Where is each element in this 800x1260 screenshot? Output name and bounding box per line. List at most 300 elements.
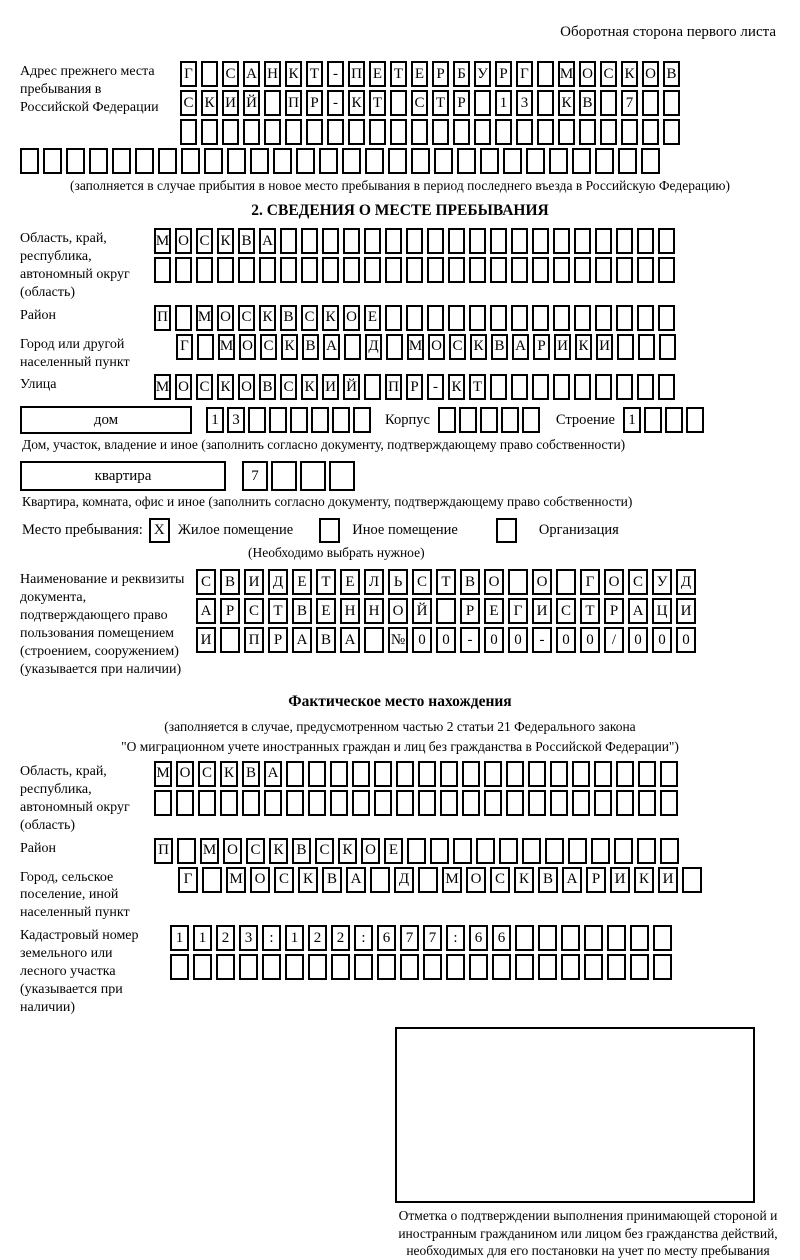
char-cell: М <box>218 334 235 360</box>
char-cell: У <box>474 61 491 87</box>
char-cell <box>427 228 444 254</box>
char-cell <box>177 838 196 864</box>
district-block <box>20 305 780 331</box>
char-cell <box>549 148 568 174</box>
previous-address-note: (заполняется в случае прибытия в новое место пребывания в период последнего въезда в Российскую Федерацию) <box>69 178 731 193</box>
char-cell: Р <box>268 627 288 653</box>
char-cell <box>262 954 281 980</box>
char-cell: 1 <box>170 925 189 951</box>
actual-district-block <box>20 838 780 864</box>
char-cell <box>20 148 39 174</box>
char-cell <box>176 790 194 816</box>
char-cell <box>418 790 436 816</box>
char-cell <box>607 925 626 951</box>
char-cell: Т <box>316 569 336 595</box>
char-cell <box>418 761 436 787</box>
char-cell: С <box>198 761 216 787</box>
char-cell: Й <box>343 374 360 400</box>
char-cell <box>453 119 470 145</box>
char-cell: В <box>579 90 596 116</box>
char-cell <box>259 257 276 283</box>
char-cell: О <box>388 598 408 624</box>
char-cell: С <box>260 334 277 360</box>
char-cell <box>532 228 549 254</box>
char-cell <box>484 761 502 787</box>
document-label: Наименование и реквизиты документа, подтверждающего право пользования помещением (строением, сооружением) (указывается при наличии) <box>20 572 185 677</box>
char-cell: В <box>322 867 342 893</box>
char-cell <box>572 761 590 787</box>
apartment-caption: Квартира, комната, офис и иное (заполнить согласно документу, подтверждающему право собственности) <box>22 494 633 510</box>
char-cell <box>386 334 403 360</box>
char-cell: С <box>628 569 648 595</box>
char-cell <box>644 407 662 433</box>
char-cell: Т <box>268 598 288 624</box>
char-cell: И <box>610 867 630 893</box>
char-cell: Т <box>436 569 456 595</box>
char-cell: С <box>411 90 428 116</box>
char-cell <box>390 119 407 145</box>
char-cell: У <box>652 569 672 595</box>
char-cell <box>511 257 528 283</box>
char-cell <box>556 569 576 595</box>
char-cell <box>511 228 528 254</box>
char-cell: М <box>154 374 171 400</box>
char-cell: Р <box>220 598 240 624</box>
char-cell <box>343 228 360 254</box>
char-cell <box>438 407 456 433</box>
house-caption: Дом, участок, владение и иное (заполнить согласно документу, подтверждающему право собственности) <box>22 437 626 453</box>
char-cell: Р <box>406 374 423 400</box>
stay-option-label-other: Иное помещение <box>352 522 458 539</box>
char-cell <box>385 257 402 283</box>
char-cell <box>665 407 683 433</box>
char-cell: К <box>621 61 638 87</box>
char-cell <box>352 790 370 816</box>
char-cell <box>202 867 222 893</box>
char-cell: Р <box>586 867 606 893</box>
char-cell: О <box>223 838 242 864</box>
previous-address-row-1 <box>180 61 680 87</box>
char-cell <box>618 148 637 174</box>
char-cell <box>264 790 282 816</box>
char-cell <box>396 790 414 816</box>
char-cell <box>423 954 442 980</box>
char-cell <box>595 257 612 283</box>
char-cell: Д <box>676 569 696 595</box>
char-cell: : <box>446 925 465 951</box>
char-cell <box>427 305 444 331</box>
char-cell <box>660 761 678 787</box>
char-cell <box>637 305 654 331</box>
char-cell <box>630 925 649 951</box>
char-cell: Г <box>178 867 198 893</box>
char-cell <box>574 305 591 331</box>
char-cell <box>616 228 633 254</box>
korpus-label: Корпус <box>385 411 430 428</box>
char-cell: Е <box>484 598 504 624</box>
char-cell <box>595 305 612 331</box>
char-cell: В <box>220 569 240 595</box>
char-cell: Т <box>469 374 486 400</box>
char-cell <box>642 90 659 116</box>
char-cell <box>663 90 680 116</box>
char-cell <box>112 148 131 174</box>
char-cell <box>285 954 304 980</box>
char-cell: : <box>354 925 373 951</box>
char-cell: 0 <box>412 627 432 653</box>
char-cell <box>515 954 534 980</box>
char-cell: Н <box>340 598 360 624</box>
char-cell: К <box>285 61 302 87</box>
char-cell: С <box>244 598 264 624</box>
apartment-cells <box>242 461 355 491</box>
char-cell: № <box>388 627 408 653</box>
char-cell: Д <box>268 569 288 595</box>
char-cell <box>462 790 480 816</box>
char-cell: О <box>175 228 192 254</box>
char-cell: Е <box>292 569 312 595</box>
char-cell: Л <box>364 569 384 595</box>
char-cell <box>434 148 453 174</box>
char-cell <box>342 148 361 174</box>
char-cell: М <box>407 334 424 360</box>
char-cell <box>170 954 189 980</box>
char-cell: В <box>491 334 508 360</box>
char-cell: 1 <box>285 925 304 951</box>
char-cell <box>243 119 260 145</box>
char-cell <box>308 790 326 816</box>
char-cell: Г <box>580 569 600 595</box>
char-cell: А <box>264 761 282 787</box>
previous-address-label: Адрес прежнего места пребывания в Российской Федерации <box>20 64 159 115</box>
char-cell <box>204 148 223 174</box>
char-cell: О <box>532 569 552 595</box>
char-cell <box>506 790 524 816</box>
char-cell <box>469 954 488 980</box>
char-cell <box>271 461 297 491</box>
char-cell: К <box>575 334 592 360</box>
cadastral-label: Кадастровый номер земельного или лесного участка (указывается при наличии) <box>20 928 139 1015</box>
char-cell: М <box>558 61 575 87</box>
cadastral-block <box>20 925 780 1017</box>
actual-city-block <box>20 867 780 923</box>
char-cell: И <box>322 374 339 400</box>
char-cell <box>614 838 633 864</box>
char-cell <box>181 148 200 174</box>
char-cell <box>385 228 402 254</box>
actual-region-label: Область, край, республика, автономный округ (область) <box>20 763 130 833</box>
char-cell: Й <box>412 598 432 624</box>
char-cell: 2 <box>308 925 327 951</box>
char-cell <box>197 334 214 360</box>
char-cell: А <box>628 598 648 624</box>
char-cell: 2 <box>331 925 350 951</box>
char-cell: П <box>385 374 402 400</box>
char-cell <box>484 790 502 816</box>
char-cell: Т <box>580 598 600 624</box>
char-cell: 0 <box>652 627 672 653</box>
char-cell: С <box>556 598 576 624</box>
char-cell: К <box>259 305 276 331</box>
char-cell: С <box>238 305 255 331</box>
char-cell: Р <box>495 61 512 87</box>
char-cell: Н <box>264 61 281 87</box>
char-cell <box>158 148 177 174</box>
char-cell <box>390 90 407 116</box>
char-cell <box>638 334 655 360</box>
previous-address-row-4 <box>20 148 780 174</box>
char-cell: К <box>322 305 339 331</box>
char-cell <box>196 257 213 283</box>
char-cell <box>227 148 246 174</box>
stroenie-label: Строение <box>555 411 615 428</box>
char-cell: 7 <box>621 90 638 116</box>
char-cell: 6 <box>469 925 488 951</box>
char-cell <box>353 407 371 433</box>
char-cell <box>396 761 414 787</box>
char-cell <box>446 954 465 980</box>
char-cell: Й <box>243 90 260 116</box>
char-cell: В <box>238 228 255 254</box>
stay-type-label: Место пребывания: <box>22 522 143 539</box>
char-cell <box>344 334 361 360</box>
char-cell: К <box>298 867 318 893</box>
char-cell: Т <box>390 61 407 87</box>
char-cell <box>430 838 449 864</box>
char-cell: О <box>466 867 486 893</box>
house-box-label: дом <box>20 406 192 434</box>
char-cell: Р <box>432 61 449 87</box>
char-cell <box>515 925 534 951</box>
district-row <box>154 305 675 331</box>
char-cell <box>616 761 634 787</box>
char-cell <box>621 119 638 145</box>
char-cell: 1 <box>206 407 224 433</box>
char-cell: С <box>180 90 197 116</box>
char-cell: С <box>246 838 265 864</box>
char-cell: М <box>442 867 462 893</box>
char-cell <box>600 119 617 145</box>
stay-option-label-residential: Жилое помещение <box>177 522 294 539</box>
char-cell <box>286 761 304 787</box>
char-cell: И <box>244 569 264 595</box>
char-cell <box>220 790 238 816</box>
char-cell <box>311 407 329 433</box>
char-cell <box>370 867 390 893</box>
char-cell <box>550 761 568 787</box>
char-cell <box>135 148 154 174</box>
previous-address-row-3 <box>180 119 680 145</box>
stay-type-row <box>22 518 780 543</box>
char-cell <box>411 148 430 174</box>
apartment-row <box>20 461 780 491</box>
char-cell: М <box>154 761 172 787</box>
char-cell <box>154 257 171 283</box>
char-cell <box>448 257 465 283</box>
char-cell: К <box>281 334 298 360</box>
previous-address-row-2 <box>180 90 680 116</box>
char-cell: И <box>196 627 216 653</box>
char-cell <box>682 867 702 893</box>
char-cell <box>616 790 634 816</box>
char-cell <box>532 257 549 283</box>
char-cell: И <box>596 334 613 360</box>
char-cell <box>440 790 458 816</box>
actual-region-block <box>20 761 780 835</box>
previous-address-block <box>20 61 780 145</box>
char-cell <box>553 305 570 331</box>
char-cell <box>572 148 591 174</box>
char-cell <box>558 119 575 145</box>
char-cell <box>574 374 591 400</box>
region-row-1 <box>154 228 675 254</box>
char-cell <box>516 119 533 145</box>
apartment-box-label: квартира <box>20 461 226 491</box>
char-cell <box>653 925 672 951</box>
char-cell <box>474 119 491 145</box>
char-cell: Т <box>369 90 386 116</box>
char-cell: 2 <box>216 925 235 951</box>
char-cell <box>264 119 281 145</box>
char-cell: О <box>484 569 504 595</box>
char-cell: К <box>201 90 218 116</box>
char-cell <box>616 305 633 331</box>
char-cell: К <box>558 90 575 116</box>
char-cell <box>43 148 62 174</box>
char-cell <box>264 90 281 116</box>
char-cell: К <box>448 374 465 400</box>
char-cell: 1 <box>495 90 512 116</box>
char-cell <box>469 257 486 283</box>
char-cell <box>663 119 680 145</box>
char-cell <box>377 954 396 980</box>
char-cell <box>490 374 507 400</box>
char-cell: А <box>346 867 366 893</box>
char-cell <box>660 790 678 816</box>
char-cell: 3 <box>516 90 533 116</box>
char-cell: А <box>196 598 216 624</box>
char-cell: О <box>428 334 445 360</box>
char-cell <box>469 228 486 254</box>
char-cell <box>607 954 626 980</box>
actual-location-note-1: (заполняется в случае, предусмотренном частью 2 статьи 21 Федерального закона <box>164 718 636 734</box>
char-cell: М <box>200 838 219 864</box>
char-cell <box>290 407 308 433</box>
char-cell: П <box>285 90 302 116</box>
char-cell <box>308 954 327 980</box>
char-cell <box>330 790 348 816</box>
confirmation-stamp-caption: Отметка о подтверждении выполнения принимающей стороной и иностранным гражданином или лицом без гражданства действий, необходимых для его постановки на учет по месту пребывания <box>398 1207 778 1259</box>
char-cell <box>658 305 675 331</box>
stroenie-cells <box>623 407 704 433</box>
char-cell <box>406 228 423 254</box>
char-cell <box>659 334 676 360</box>
char-cell <box>584 925 603 951</box>
actual-city-row <box>178 867 702 893</box>
char-cell: 0 <box>556 627 576 653</box>
document-row-3 <box>196 627 696 653</box>
char-cell <box>406 257 423 283</box>
char-cell <box>180 119 197 145</box>
korpus-cells <box>438 407 540 433</box>
char-cell: 7 <box>423 925 442 951</box>
char-cell <box>436 598 456 624</box>
char-cell <box>561 925 580 951</box>
char-cell: 6 <box>492 925 511 951</box>
char-cell: М <box>154 228 171 254</box>
char-cell <box>537 119 554 145</box>
char-cell <box>642 119 659 145</box>
char-cell <box>637 838 656 864</box>
char-cell <box>511 305 528 331</box>
char-cell: 3 <box>239 925 258 951</box>
char-cell: К <box>634 867 654 893</box>
char-cell: Д <box>394 867 414 893</box>
char-cell <box>89 148 108 174</box>
char-cell: К <box>470 334 487 360</box>
city-label: Город или другой населенный пункт <box>20 336 130 370</box>
char-cell <box>242 790 260 816</box>
char-cell: А <box>340 627 360 653</box>
char-cell: К <box>269 838 288 864</box>
char-cell <box>499 838 518 864</box>
char-cell: В <box>259 374 276 400</box>
char-cell <box>388 148 407 174</box>
char-cell: И <box>532 598 552 624</box>
char-cell <box>300 461 326 491</box>
char-cell <box>492 954 511 980</box>
char-cell: П <box>154 305 171 331</box>
char-cell: О <box>238 374 255 400</box>
char-cell: Е <box>384 838 403 864</box>
char-cell <box>193 954 212 980</box>
char-cell <box>595 148 614 174</box>
char-cell: В <box>538 867 558 893</box>
char-cell <box>537 90 554 116</box>
char-cell: О <box>343 305 360 331</box>
char-cell: К <box>217 374 234 400</box>
char-cell: А <box>292 627 312 653</box>
char-cell <box>280 228 297 254</box>
char-cell <box>319 148 338 174</box>
char-cell <box>201 119 218 145</box>
char-cell <box>385 305 402 331</box>
char-cell <box>322 228 339 254</box>
char-cell: Ц <box>652 598 672 624</box>
char-cell: С <box>449 334 466 360</box>
char-cell: 1 <box>623 407 641 433</box>
region-block <box>20 228 780 302</box>
char-cell: / <box>604 627 624 653</box>
char-cell <box>285 119 302 145</box>
char-cell: 7 <box>242 461 268 491</box>
char-cell <box>238 257 255 283</box>
char-cell: - <box>327 61 344 87</box>
char-cell <box>476 838 495 864</box>
char-cell <box>574 257 591 283</box>
char-cell: К <box>348 90 365 116</box>
char-cell: Г <box>180 61 197 87</box>
char-cell <box>330 761 348 787</box>
char-cell <box>201 61 218 87</box>
char-cell <box>364 374 381 400</box>
char-cell: - <box>327 90 344 116</box>
char-cell <box>561 954 580 980</box>
char-cell: О <box>176 761 194 787</box>
char-cell: С <box>280 374 297 400</box>
char-cell: 3 <box>227 407 245 433</box>
char-cell: 0 <box>580 627 600 653</box>
